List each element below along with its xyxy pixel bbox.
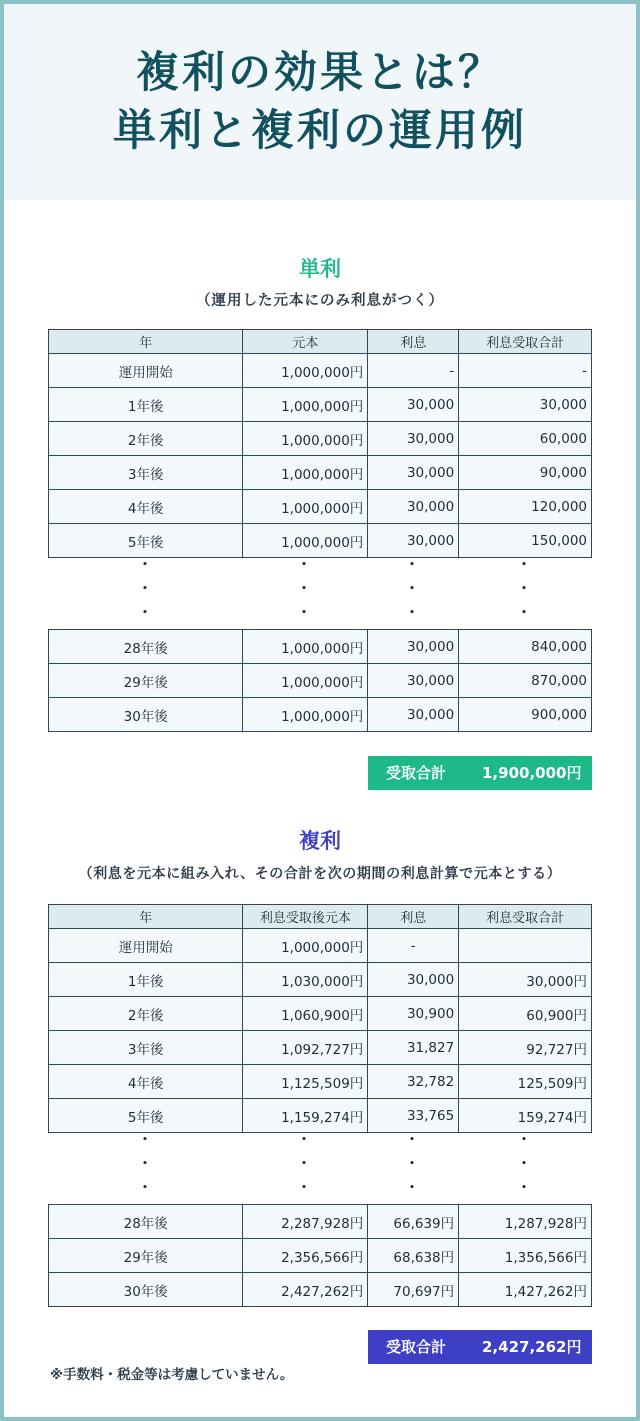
simple-ellipsis	[48, 558, 592, 630]
table-cell: 1,000,000円	[243, 490, 368, 524]
ellipsis-dot: •	[409, 584, 415, 594]
table-cell: 92,727円	[459, 1031, 592, 1065]
table-cell: 120,000	[459, 490, 592, 524]
table-cell: 1,000,000円	[243, 354, 368, 388]
ellipsis-dot: •	[409, 1135, 415, 1145]
table-cell: 30,000	[368, 524, 459, 558]
table-cell: 3年後	[49, 1031, 243, 1065]
column-header: 利息受取後元本	[243, 905, 368, 929]
table-cell: 90,000	[459, 456, 592, 490]
table-cell: 29年後	[49, 664, 243, 698]
table-cell: 30,000	[368, 490, 459, 524]
table-row	[49, 524, 592, 558]
ellipsis-dot: •	[521, 560, 527, 570]
column-header: 利息	[368, 330, 459, 354]
table-cell: 150,000	[459, 524, 592, 558]
table-cell: 32,782	[368, 1065, 459, 1099]
column-header: 年	[49, 330, 243, 354]
ellipsis-dot: •	[142, 1135, 148, 1145]
table-cell: -	[368, 354, 459, 388]
table-cell: 1年後	[49, 388, 243, 422]
table-cell: 2,427,262円	[243, 1273, 368, 1307]
table-cell: 30,000	[368, 456, 459, 490]
table-cell: 900,000	[459, 698, 592, 732]
table-cell: 1,030,000円	[243, 963, 368, 997]
ellipsis-dot: •	[142, 560, 148, 570]
table-cell: 1,427,262円	[459, 1273, 592, 1307]
table-cell: 66,639円	[368, 1205, 459, 1239]
table-cell: 30,900	[368, 997, 459, 1031]
ellipsis-dot: •	[301, 1183, 307, 1193]
ellipsis-dot: •	[521, 1159, 527, 1169]
compound-total-value: 2,427,262円	[482, 1338, 582, 1356]
table-cell: 840,000	[459, 630, 592, 664]
table-cell: 30,000	[368, 388, 459, 422]
table-cell: 1,287,928円	[459, 1205, 592, 1239]
column-header: 利息	[368, 905, 459, 929]
ellipsis-dot: •	[409, 560, 415, 570]
column-header: 利息受取合計	[459, 905, 592, 929]
simple-total-label: 受取合計	[386, 764, 447, 782]
ellipsis-dot: •	[142, 584, 148, 594]
table-cell: 2,287,928円	[243, 1205, 368, 1239]
table-cell: 4年後	[49, 490, 243, 524]
table-cell: 1,092,727円	[243, 1031, 368, 1065]
table-cell	[459, 929, 592, 963]
table-cell: 1,000,000円	[243, 524, 368, 558]
table-row	[49, 698, 592, 732]
table-cell: 68,638円	[368, 1239, 459, 1273]
ellipsis-dot: •	[301, 1135, 307, 1145]
compound-table-bottom	[48, 1204, 592, 1307]
table-cell: 1,125,509円	[243, 1065, 368, 1099]
table-cell: 30年後	[49, 1273, 243, 1307]
simple-total-value: 1,900,000円	[482, 764, 582, 782]
ellipsis-dot: •	[521, 608, 527, 618]
table-cell: 2,356,566円	[243, 1239, 368, 1273]
table-cell: 1,000,000円	[243, 456, 368, 490]
column-header: 元本	[243, 330, 368, 354]
table-cell: 30,000	[459, 388, 592, 422]
table-cell: 4年後	[49, 1065, 243, 1099]
ellipsis-dot: •	[301, 560, 307, 570]
table-row	[49, 354, 592, 388]
table-cell: 125,509円	[459, 1065, 592, 1099]
table-cell: 30,000円	[459, 963, 592, 997]
table-row	[49, 1065, 592, 1099]
table-cell: 1,000,000円	[243, 630, 368, 664]
simple-section-subtitle: （運用した元本にのみ利息がつく）	[196, 293, 444, 309]
ellipsis-dot: •	[521, 584, 527, 594]
table-row	[49, 1099, 592, 1133]
table-cell: 運用開始	[49, 354, 243, 388]
table-cell: 28年後	[49, 1205, 243, 1239]
table-row	[49, 388, 592, 422]
ellipsis-dot: •	[409, 608, 415, 618]
table-cell: 1,356,566円	[459, 1239, 592, 1273]
ellipsis-dot: •	[301, 608, 307, 618]
footnote: ※手数料・税金等は考慮していません。	[50, 1367, 294, 1383]
simple-table-top	[48, 329, 592, 558]
table-cell: 70,697円	[368, 1273, 459, 1307]
table-cell: 1,000,000円	[243, 698, 368, 732]
ellipsis-dot: •	[409, 1183, 415, 1193]
compound-table-top	[48, 904, 592, 1133]
compound-section-title: 複利	[299, 829, 341, 853]
compound-section-subtitle: （利息を元本に組み入れ、その合計を次の期間の利息計算で元本とする）	[78, 866, 562, 882]
table-header-row	[49, 330, 592, 354]
ellipsis-dot: •	[142, 1183, 148, 1193]
ellipsis-dot: •	[521, 1135, 527, 1145]
table-cell: 1,000,000円	[243, 664, 368, 698]
table-cell: 5年後	[49, 524, 243, 558]
column-header: 利息受取合計	[459, 330, 592, 354]
table-cell: 1,000,000円	[243, 929, 368, 963]
table-row	[49, 997, 592, 1031]
table-row	[49, 456, 592, 490]
table-row	[49, 490, 592, 524]
table-cell: 30,000	[368, 630, 459, 664]
table-cell: 28年後	[49, 630, 243, 664]
compound-total-box	[368, 1330, 592, 1364]
table-cell: 1年後	[49, 963, 243, 997]
table-cell: 30年後	[49, 698, 243, 732]
column-header: 年	[49, 905, 243, 929]
table-cell: 870,000	[459, 664, 592, 698]
table-cell: 159,274円	[459, 1099, 592, 1133]
table-cell: 29年後	[49, 1239, 243, 1273]
table-cell: 2年後	[49, 422, 243, 456]
table-cell: 1,060,900円	[243, 997, 368, 1031]
page-title-line-1: 複利の効果とは？	[136, 48, 504, 98]
table-row	[49, 422, 592, 456]
table-row	[49, 664, 592, 698]
table-cell: 5年後	[49, 1099, 243, 1133]
table-cell: 31,827	[368, 1031, 459, 1065]
ellipsis-dot: •	[142, 608, 148, 618]
table-row	[49, 1239, 592, 1273]
table-cell: 運用開始	[49, 929, 243, 963]
table-cell: 1,000,000円	[243, 388, 368, 422]
table-cell: 33,765	[368, 1099, 459, 1133]
table-cell: 30,000	[368, 664, 459, 698]
table-cell: 30,000	[368, 422, 459, 456]
simple-section-title: 単利	[299, 257, 341, 281]
table-cell: 1,159,274円	[243, 1099, 368, 1133]
ellipsis-dot: •	[409, 1159, 415, 1169]
ellipsis-dot: •	[521, 1183, 527, 1193]
ellipsis-dot: •	[142, 1159, 148, 1169]
table-header-row	[49, 905, 592, 929]
table-cell: 2年後	[49, 997, 243, 1031]
table-cell: 60,900円	[459, 997, 592, 1031]
table-cell: 60,000	[459, 422, 592, 456]
table-row	[49, 1273, 592, 1307]
table-row	[49, 963, 592, 997]
table-cell: -	[368, 929, 459, 963]
table-cell: 30,000	[368, 963, 459, 997]
page-title-line-2: 単利と複利の運用例	[113, 106, 527, 156]
table-row	[49, 630, 592, 664]
simple-table-bottom	[48, 629, 592, 732]
compound-ellipsis	[48, 1133, 592, 1205]
table-row	[49, 1205, 592, 1239]
table-cell: -	[459, 354, 592, 388]
ellipsis-dot: •	[301, 584, 307, 594]
table-cell: 30,000	[368, 698, 459, 732]
header	[4, 4, 636, 200]
simple-total-box	[368, 756, 592, 790]
table-cell: 3年後	[49, 456, 243, 490]
compound-total-label: 受取合計	[386, 1338, 447, 1356]
table-row	[49, 929, 592, 963]
table-cell: 1,000,000円	[243, 422, 368, 456]
table-row	[49, 1031, 592, 1065]
ellipsis-dot: •	[301, 1159, 307, 1169]
